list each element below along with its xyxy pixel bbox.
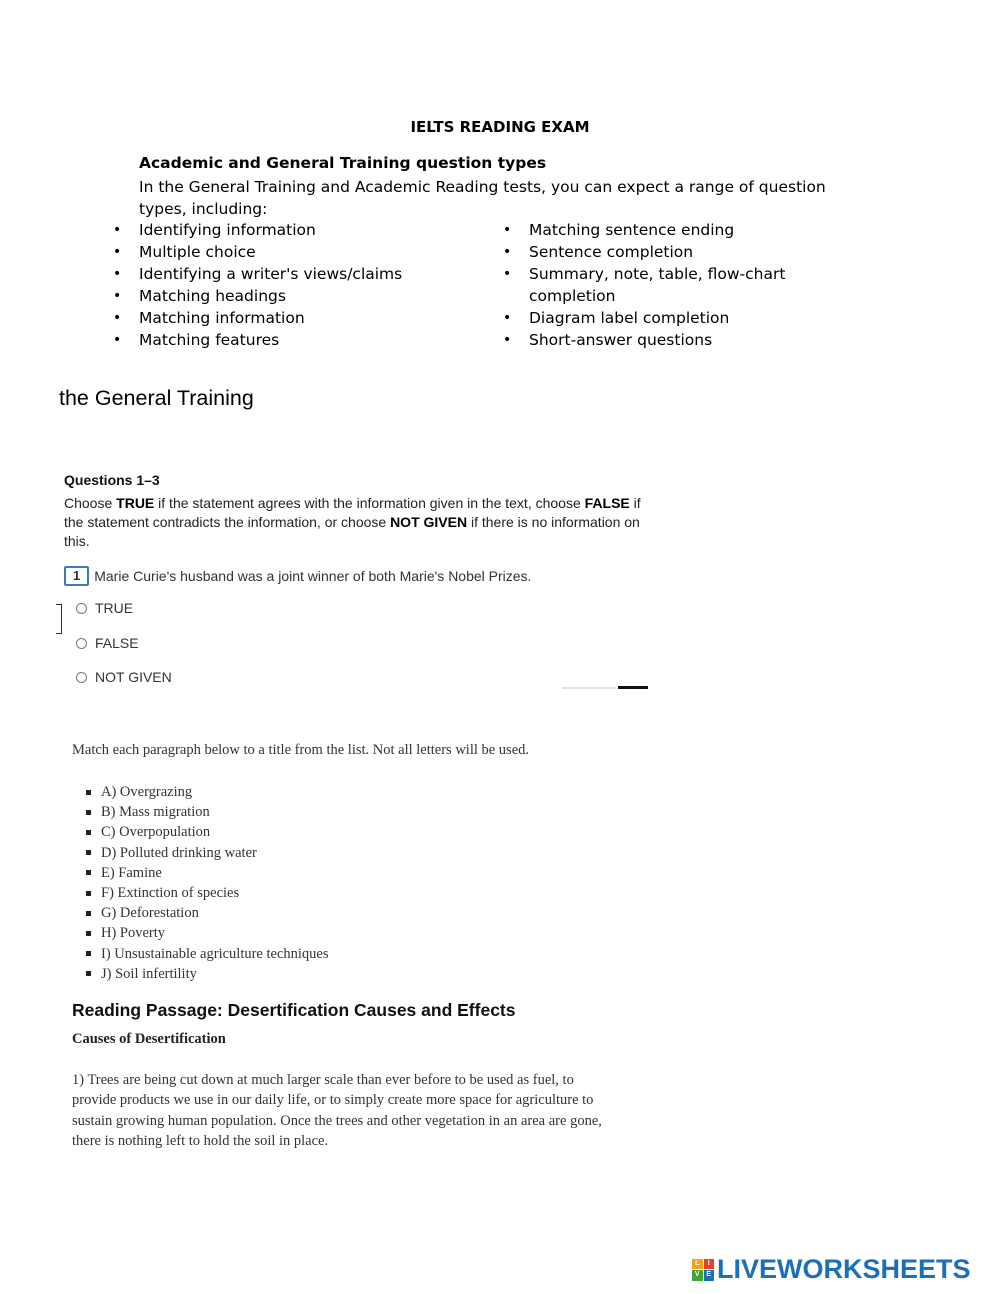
list-item: • Identifying information — [113, 221, 316, 239]
true-false-question-block — [64, 472, 664, 685]
passage-paragraph: 1) Trees are being cut down at much larger scale than ever before to be used as fuel, to provide products we use in our daily life, or to simply create more space for agriculture to sustain growing human population. Once the trees and other vegetation in an area are gone, there is nothing left to hold the soil in place. — [72, 1072, 602, 1149]
radio-button[interactable] — [76, 672, 87, 683]
list-item: J) Soil infertility — [72, 964, 329, 984]
list-item: • Diagram label completion — [503, 309, 730, 327]
option-false[interactable]: FALSE — [76, 635, 139, 651]
question-1-text: Marie Curie's husband was a joint winner of both Marie's Nobel Prizes. — [94, 568, 532, 584]
logo-text: LIVEWORKSHEETS — [717, 1254, 971, 1284]
radio-button[interactable] — [76, 603, 87, 614]
matching-block — [72, 742, 632, 1149]
divider-dark — [618, 686, 648, 689]
list-item: • Short-answer questions — [503, 331, 713, 349]
list-item: • Summary, note, table, flow-chart completion — [503, 265, 786, 305]
logo-icon: L I V E — [692, 1259, 714, 1281]
list-item: I) Unsustainable agriculture techniques — [72, 944, 329, 964]
list-item: F) Extinction of species — [72, 883, 329, 903]
question-types-list-right — [503, 219, 829, 351]
radio-button[interactable] — [76, 638, 87, 649]
option-not-given[interactable]: NOT GIVEN — [76, 669, 172, 685]
passage-subtitle: Causes of Desertification — [72, 1031, 226, 1047]
page-title: IELTS READING EXAM — [410, 118, 590, 136]
questions-instructions: Choose TRUE if the statement agrees with the information given in the text, choose FALSE if the statement contradicts the information, or choose NOT GIVEN if there is no information on this. — [64, 495, 641, 549]
bracket-mark — [56, 604, 62, 634]
title-list — [72, 782, 329, 984]
list-item: H) Poverty — [72, 923, 329, 943]
question-number-badge: 1 — [64, 566, 89, 586]
liveworksheets-logo[interactable] — [692, 1254, 971, 1285]
list-item: A) Overgrazing — [72, 782, 329, 802]
list-item: • Identifying a writer's views/claims — [113, 265, 403, 283]
list-item: • Sentence completion — [503, 243, 694, 261]
list-item: • Multiple choice — [113, 243, 256, 261]
question-types-heading: Academic and General Training question types — [139, 154, 547, 172]
list-item: B) Mass migration — [72, 802, 329, 822]
section-label: the General Training — [59, 386, 254, 410]
matching-instructions: Match each paragraph below to a title from the list. Not all letters will be used. — [72, 742, 530, 758]
passage-title: Reading Passage: Desertification Causes and Effects — [72, 1000, 516, 1020]
list-item: • Matching headings — [113, 287, 286, 305]
list-item: • Matching sentence ending — [503, 221, 735, 239]
question-types-list-left — [113, 219, 459, 351]
list-item: G) Deforestation — [72, 903, 329, 923]
list-item: E) Famine — [72, 863, 329, 883]
list-item: • Matching information — [113, 309, 305, 327]
questions-heading: Questions 1–3 — [64, 472, 160, 488]
option-true[interactable]: TRUE — [76, 600, 133, 616]
list-item: C) Overpopulation — [72, 822, 329, 842]
question-1 — [64, 566, 531, 586]
intro-text: In the General Training and Academic Reading tests, you can expect a range of question types, including: — [139, 178, 826, 218]
list-item: • Matching features — [113, 331, 280, 349]
list-item: D) Polluted drinking water — [72, 843, 329, 863]
divider-light — [562, 687, 617, 689]
